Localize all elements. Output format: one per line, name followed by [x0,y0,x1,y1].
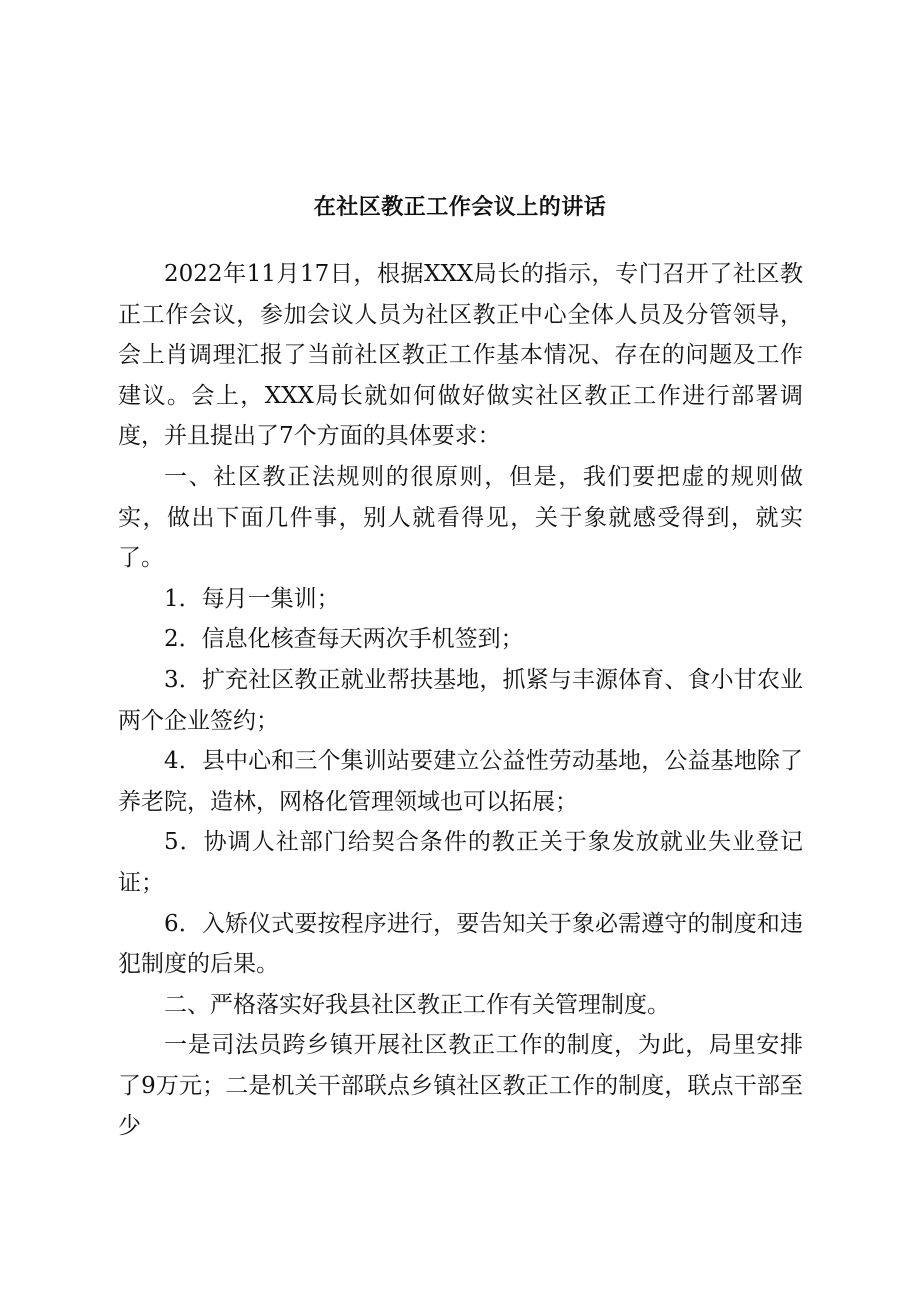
list-item: 3．扩充社区教正就业帮扶基地，抓紧与丰源体育、食小甘农业两个企业签约； [118,666,803,734]
paragraph-section-two: 二、严格落实好我县社区教正工作有关管理制度。 [164,991,670,1018]
list-item: 2．信息化核查每天两次手机签到； [164,626,524,653]
paragraph-section-two-detail: 一是司法员跨乡镇开展社区教正工作的制度，为此，局里安排了9万元；二是机关干部联点乡镇社区教正工作的制度，联点干部至少 [118,1032,803,1140]
document-body [118,254,803,1147]
list-item: 6．入矫仪式要按程序进行，要告知关于象必需遵守的制度和违犯制度的后果。 [118,910,803,978]
list-item: 1．每月一集训； [164,585,340,612]
list-item: 4．县中心和三个集训站要建立公益性劳动基地，公益基地除了养老院，造林，网格化管理领域也可以拓展； [118,748,803,815]
paragraph-section-one: 一、社区教正法规则的很原则，但是，我们要把虚的规则做实，做出下面几件事，别人就看得见，关于象就感受得到，就实了。 [118,463,803,572]
paragraph-intro: 2022年11月17日，根据XXX局长的指示，专门召开了社区教正工作会议，参加会议人员为社区教正中心全体人员及分管领导，会上肖调理汇报了当前社区教正工作基本情况、存在的问题及工作建议。会上，XXX局长就如何做好做实社区教正工作进行部署调度，并且提出了7个方面的具体要求： [118,261,803,450]
document-title: 在社区教正工作会议上的讲话 [313,195,607,220]
list-item: 5．协调人社部门给契合条件的教正关于象发放就业失业登记证； [118,829,803,896]
